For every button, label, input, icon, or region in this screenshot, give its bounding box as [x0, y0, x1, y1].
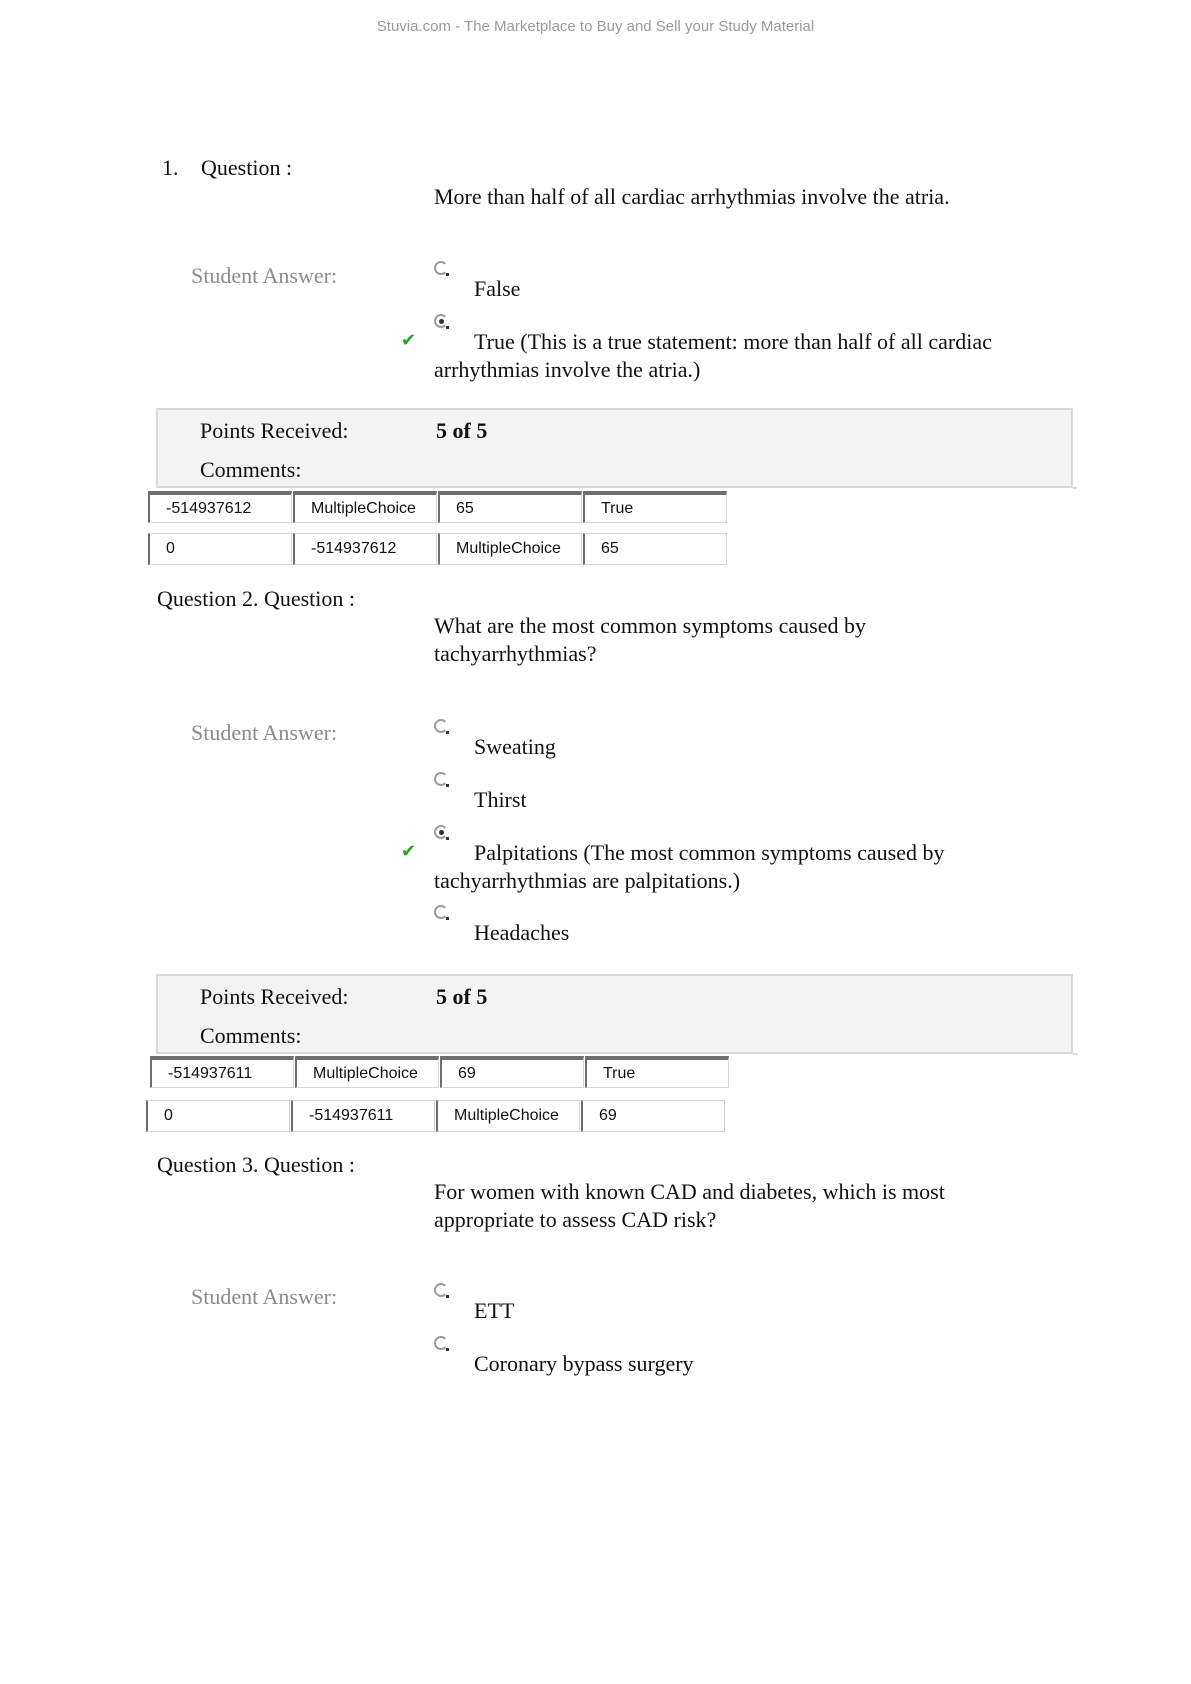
divider	[1073, 1053, 1077, 1055]
answer-option	[434, 275, 1074, 303]
answer-option	[434, 839, 1074, 895]
table-cell: -514937612	[148, 491, 292, 523]
answer-option	[434, 786, 1074, 814]
table-cell: MultipleChoice	[438, 533, 582, 565]
table-cell: 65	[438, 491, 582, 523]
radio-button-icon[interactable]	[434, 261, 448, 275]
student-answer-label: Student Answer:	[191, 263, 338, 288]
question-label: Question :	[201, 155, 293, 180]
comments-label: Comments:	[200, 1023, 302, 1048]
table-cell: 69	[581, 1100, 725, 1132]
radio-button-icon[interactable]	[434, 719, 448, 733]
answer-option	[434, 733, 1074, 761]
comments-label: Comments:	[200, 457, 302, 482]
table-cell: -514937611	[150, 1056, 294, 1088]
radio-button-icon[interactable]	[434, 825, 448, 839]
data-table-row	[146, 1100, 726, 1132]
table-cell: -514937612	[293, 533, 437, 565]
question-heading: Question 3. Question :	[157, 1152, 355, 1177]
answer-option-text: Thirst	[474, 787, 527, 812]
table-cell: 0	[148, 533, 292, 565]
table-cell: MultipleChoice	[436, 1100, 580, 1132]
answer-option-text: False	[474, 276, 521, 301]
student-answer-label: Student Answer:	[191, 1284, 338, 1309]
question-number: 1.	[162, 155, 179, 180]
table-cell: 69	[440, 1056, 584, 1088]
radio-button-icon[interactable]	[434, 772, 448, 786]
table-cell: 0	[146, 1100, 290, 1132]
answer-option-text: ETT	[474, 1298, 515, 1323]
table-cell: -514937611	[291, 1100, 435, 1132]
answer-option	[434, 919, 1074, 947]
data-table-row	[148, 533, 728, 565]
question-text: More than half of all cardiac arrhythmias involve the atria.	[434, 184, 950, 209]
radio-button-icon[interactable]	[434, 1336, 448, 1350]
answer-option	[434, 1350, 1074, 1378]
answer-option-text: Sweating	[474, 734, 556, 759]
answer-option	[434, 328, 1074, 384]
data-table-row	[148, 491, 728, 523]
table-cell: MultipleChoice	[293, 491, 437, 523]
radio-button-icon[interactable]	[434, 1283, 448, 1297]
points-received-label: Points Received:	[200, 984, 349, 1009]
student-answer-label: Student Answer:	[191, 720, 338, 745]
data-table-row	[150, 1056, 730, 1088]
table-cell: True	[585, 1056, 729, 1088]
question-text: For women with known CAD and diabetes, which is most appropriate to assess CAD risk?	[434, 1179, 945, 1232]
points-received-value: 5 of 5	[436, 418, 488, 443]
page-header: Stuvia.com - The Marketplace to Buy and Sell your Study Material	[376, 18, 815, 35]
question-heading: Question 2. Question :	[157, 586, 355, 611]
radio-button-icon[interactable]	[434, 314, 448, 328]
answer-option-text: True (This is a true statement: more than half of all cardiac arrhythmias involve the atria.)	[434, 329, 992, 382]
divider	[1073, 487, 1077, 489]
question-text: What are the most common symptoms caused by tachyarrhythmias?	[434, 613, 866, 666]
points-received-label: Points Received:	[200, 418, 349, 443]
checkmark-icon: ✔	[401, 841, 417, 862]
table-cell: 65	[583, 533, 727, 565]
points-received-value: 5 of 5	[436, 984, 488, 1009]
radio-button-icon[interactable]	[434, 905, 448, 919]
answer-option-text: Headaches	[474, 920, 570, 945]
table-cell: True	[583, 491, 727, 523]
table-cell: MultipleChoice	[295, 1056, 439, 1088]
answer-option	[434, 1297, 1074, 1325]
answer-option-text: Coronary bypass surgery	[474, 1351, 694, 1376]
answer-option-text: Palpitations (The most common symptoms caused by tachyarrhythmias are palpitations.)	[434, 840, 945, 893]
checkmark-icon: ✔	[401, 330, 417, 351]
